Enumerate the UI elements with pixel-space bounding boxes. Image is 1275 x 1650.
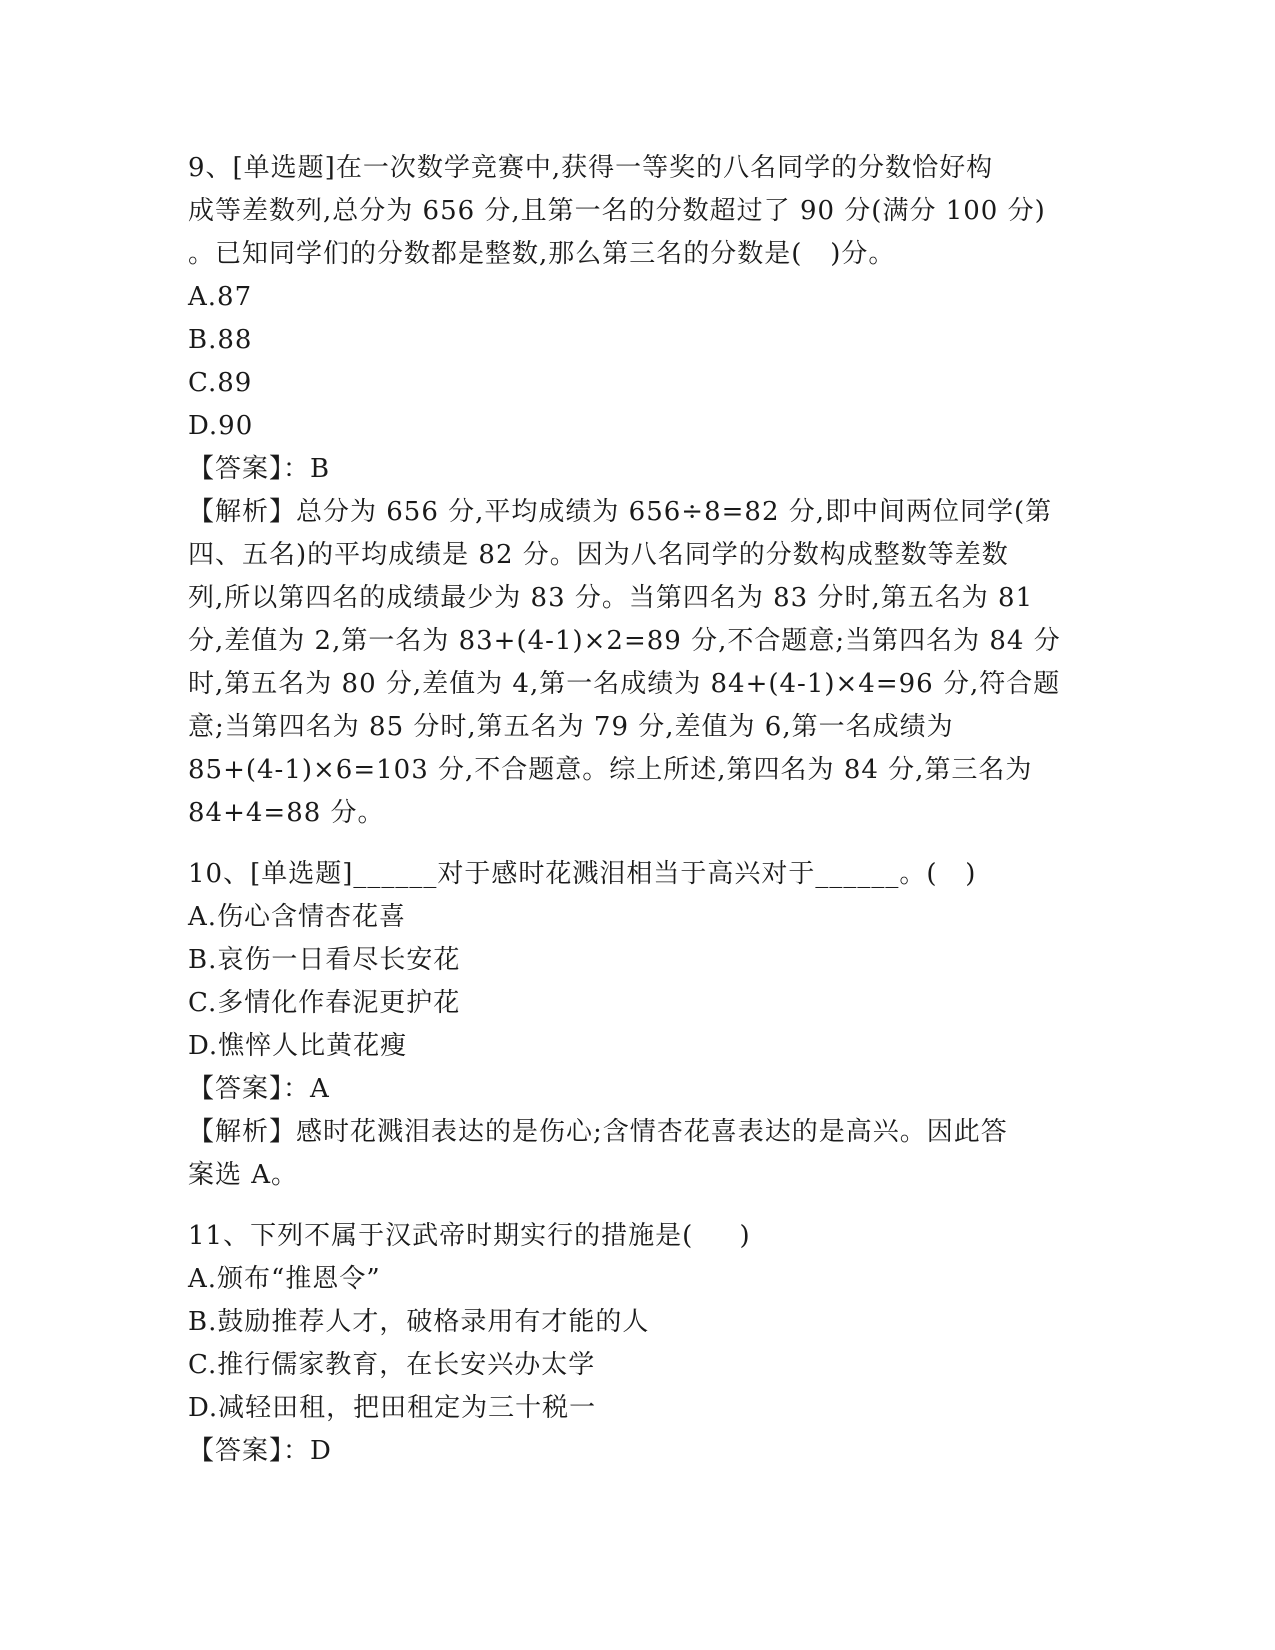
option-d: D.减轻田租，把田租定为三十税一 [188, 1393, 597, 1423]
answer: 【答案】：A [188, 1074, 330, 1104]
option-a: A.伤心含情杏花喜 [188, 902, 407, 932]
option-a: A.87 [188, 282, 253, 312]
option-b: B.鼓励推荐人才，破格录用有才能的人 [188, 1307, 650, 1337]
option-c: C.推行儒家教育，在长安兴办太学 [188, 1350, 596, 1380]
document-page [188, 147, 1088, 1473]
option-b: B.88 [188, 325, 253, 355]
answer: 【答案】：D [188, 1436, 332, 1466]
option-b: B.哀伤一日看尽长安花 [188, 945, 461, 975]
question-text: 11、下列不属于汉武帝时期实行的措施是( ) [188, 1221, 751, 1251]
analysis-line: 【解析】感时花溅泪表达的是伤心;含情杏花喜表达的是高兴。因此答 [188, 1117, 1008, 1147]
analysis-line: 【解析】总分为 656 分,平均成绩为 656÷8=82 分,即中间两位同学(第 [188, 497, 1053, 527]
analysis-line: 四、五名)的平均成绩是 82 分。因为八名同学的分数构成整数等差数 [188, 540, 1009, 570]
question-text: 9、[单选题]在一次数学竞赛中,获得一等奖的八名同学的分数恰好构 [188, 153, 994, 183]
question-9 [188, 147, 1088, 835]
analysis-line: 分,差值为 2,第一名为 83+(4-1)×2=89 分,不合题意;当第四名为 84 分 [188, 626, 1061, 656]
question-11 [188, 1215, 1088, 1473]
analysis-line: 案选 A。 [188, 1160, 299, 1190]
spacer [188, 835, 1088, 853]
analysis-line: 84+4=88 分。 [188, 798, 385, 828]
option-c: C.多情化作春泥更护花 [188, 988, 461, 1018]
question-10 [188, 853, 1088, 1197]
option-d: D.憔悴人比黄花瘦 [188, 1031, 408, 1061]
analysis-line: 意;当第四名为 85 分时,第五名为 79 分,差值为 6,第一名成绩为 [188, 712, 954, 742]
answer: 【答案】：B [188, 454, 331, 484]
question-text: 10、[单选题]______对于感时花溅泪相当于高兴对于______。( ) [188, 859, 977, 889]
spacer [188, 1197, 1088, 1215]
question-text: 成等差数列,总分为 656 分,且第一名的分数超过了 90 分(满分 100 分) [188, 196, 1046, 226]
analysis-line: 时,第五名为 80 分,差值为 4,第一名成绩为 84+(4-1)×4=96 分,符合题 [188, 669, 1061, 699]
option-d: D.90 [188, 411, 254, 441]
option-a: A.颁布“推恩令” [188, 1264, 381, 1294]
analysis-line: 85+(4-1)×6=103 分,不合题意。综上所述,第四名为 84 分,第三名为 [188, 755, 1033, 785]
option-c: C.89 [188, 368, 253, 398]
question-text: 。已知同学们的分数都是整数,那么第三名的分数是( )分。 [188, 239, 896, 269]
analysis-line: 列,所以第四名的成绩最少为 83 分。当第四名为 83 分时,第五名为 81 [188, 583, 1034, 613]
